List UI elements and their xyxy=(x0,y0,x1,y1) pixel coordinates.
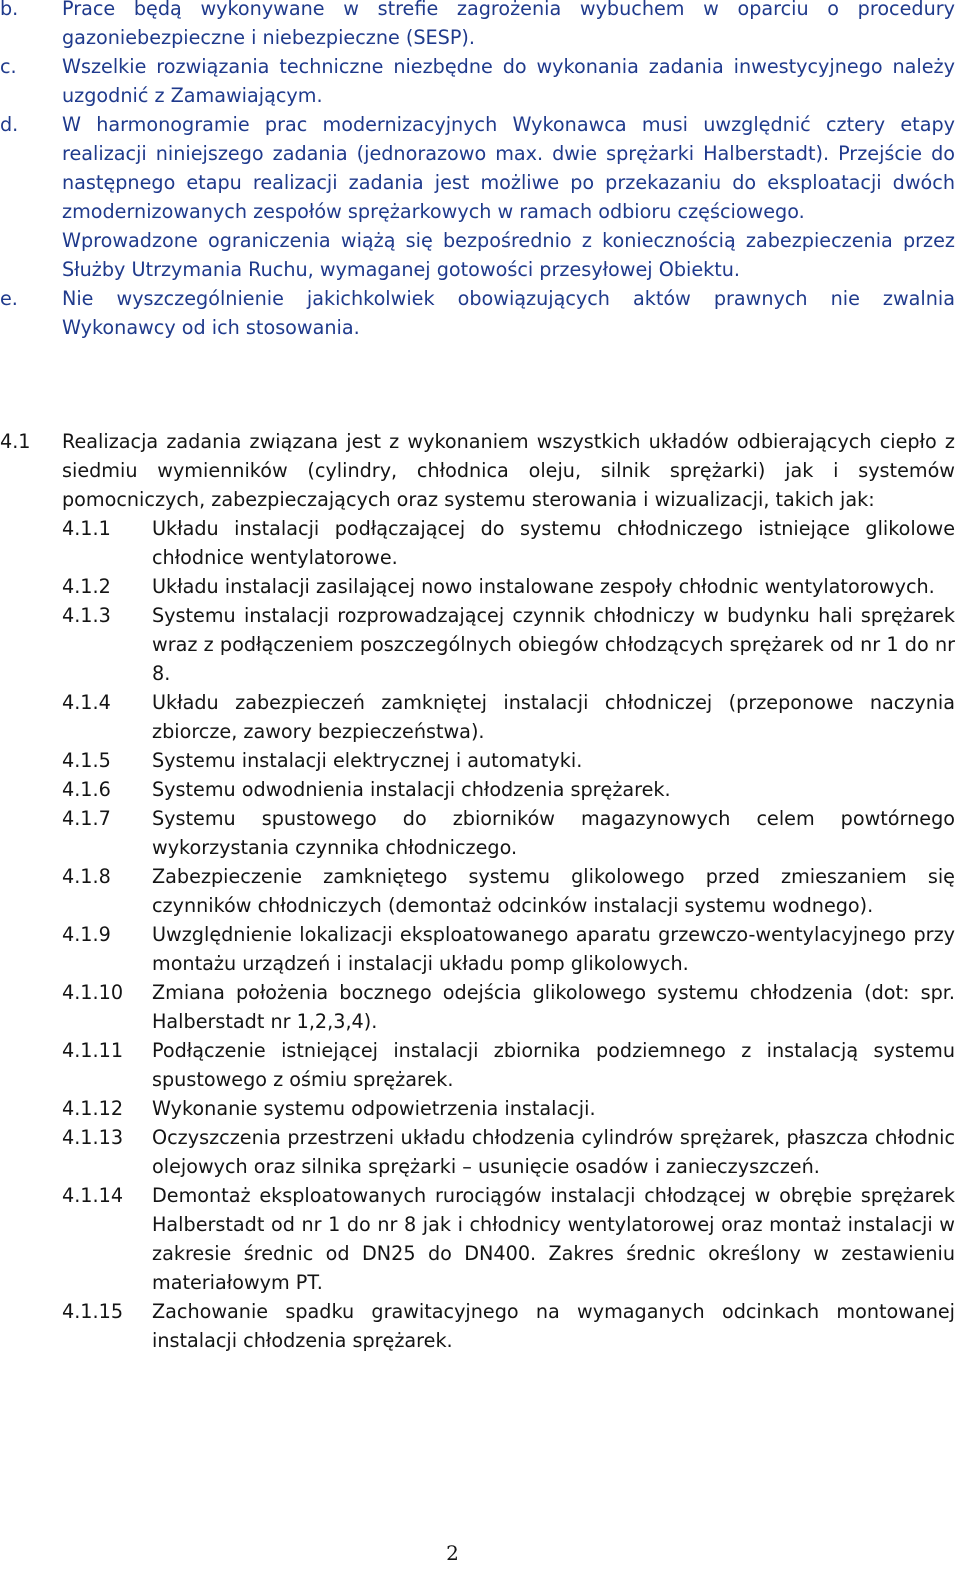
lettered-list xyxy=(0,0,955,342)
subitem xyxy=(62,1181,955,1297)
section-heading xyxy=(0,427,955,514)
list-item-d xyxy=(0,110,955,284)
subitem xyxy=(62,920,955,978)
subitem-text: Układu instalacji podłączającej do systemu chłodniczego istniejące glikolowe chłodnice wentylatorowe. xyxy=(152,517,955,569)
subitem xyxy=(62,746,955,775)
subitem xyxy=(62,1094,955,1123)
subitem xyxy=(62,804,955,862)
list-item-text: Wszelkie rozwiązania techniczne niezbędne do wykonania zadania inwestycyjnego należy uzgodnić z Zamawiającym. xyxy=(62,55,955,107)
subitem-text: Systemu spustowego do zbiorników magazynowych celem powtórnego wykorzystania czynnika chłodniczego. xyxy=(152,807,955,859)
subitem-text: Układu instalacji zasilającej nowo instalowane zespoły chłodnic wentylatorowych. xyxy=(152,575,935,598)
list-item-paragraph-2: Wprowadzone ograniczenia wiążą się bezpośrednio z koniecznością zabezpieczenia przez Służby Utrzymania Ruchu, wymaganej gotowości przesyłowej Obiektu. xyxy=(62,229,955,281)
list-item-e xyxy=(0,284,955,342)
list-item-text-highlight: W harmonogramie prac modernizacyjnych Wykonawca musi uwzględnić cztery etapy realizacji niniejszego zadania (jednorazowo max. dwie sprężarki Halberstadt). xyxy=(62,113,955,165)
subitem-text: Zachowanie spadku grawitacyjnego na wymaganych odcinkach montowanej instalacji chłodzenia sprężarek. xyxy=(152,1300,955,1352)
subitem-number: 4.1.7 xyxy=(62,807,111,830)
subitem-number: 4.1.11 xyxy=(62,1039,124,1062)
subitem-text: Oczyszczenia przestrzeni układu chłodzenia cylindrów sprężarek, płaszcza chłodnic olejowych oraz silnika sprężarki – usunięcie osadów i zanieczyszczeń. xyxy=(152,1126,955,1178)
list-item-body xyxy=(62,110,955,284)
list-marker: e. xyxy=(0,287,18,310)
list-marker: c. xyxy=(0,55,17,78)
subitem-text: Demontaż eksploatowanych rurociągów instalacji chłodzącej w obrębie sprężarek Halberstadt od nr 1 do nr 8 jak i chłodnicy wentylatorowej oraz montaż instalacji w zakresie średnic od DN25 do DN400. Zakres średnic określony w zestawieniu materiałowym PT. xyxy=(152,1184,955,1294)
subitem xyxy=(62,572,955,601)
subitem-text: Uwzględnienie lokalizacji eksploatowanego aparatu grzewczo-wentylacyjnego przy montażu urządzeń i instalacji układu pomp glikolowych. xyxy=(152,923,955,975)
subitem-text: Zabezpieczenie zamkniętego systemu glikolowego przed zmieszaniem się czynników chłodniczych (demontaż odcinków instalacji systemu wodnego). xyxy=(152,865,955,917)
subitem-text: Podłączenie istniejącej instalacji zbiornika podziemnego z instalacją systemu spustowego z ośmiu sprężarek. xyxy=(152,1039,955,1091)
subitem xyxy=(62,514,955,572)
list-item-text: Prace będą wykonywane w strefie zagrożenia wybuchem w oparciu o procedury gazoniebezpieczne i niebezpieczne (SESP). xyxy=(62,0,955,49)
page-number: 2 xyxy=(446,1541,459,1565)
subitem-text: Systemu instalacji rozprowadzającej czynnik chłodniczy w budynku hali sprężarek wraz z podłączeniem poszczególnych obiegów chłodzących sprężarek od nr 1 do nr 8. xyxy=(152,604,955,685)
subitem xyxy=(62,601,955,688)
list-item-text-rest: Przejście do następnego etapu realizacji zadania jest możliwe po przekazaniu do eksploatacji dwóch zmodernizowanych zespołów sprężarkowych w ramach odbioru częściowego. xyxy=(62,142,955,223)
subitem-number: 4.1.12 xyxy=(62,1097,124,1120)
subitem xyxy=(62,862,955,920)
subitem-list xyxy=(62,514,955,1355)
section-4-1 xyxy=(0,427,955,1355)
subitem xyxy=(62,1297,955,1355)
subitem-number: 4.1.10 xyxy=(62,981,124,1004)
subitem-text: Układu zabezpieczeń zamkniętej instalacji chłodniczej (przeponowe naczynia zbiorcze, zawory bezpieczeństwa). xyxy=(152,691,955,743)
subitem-number: 4.1.9 xyxy=(62,923,111,946)
list-item-c xyxy=(0,52,955,110)
list-marker: b. xyxy=(0,0,19,20)
subitem-number: 4.1.5 xyxy=(62,749,111,772)
subitem xyxy=(62,688,955,746)
subitem-number: 4.1.4 xyxy=(62,691,111,714)
list-item-text: Nie wyszczególnienie jakichkolwiek obowiązujących aktów prawnych nie zwalnia Wykonawcy od ich stosowania. xyxy=(62,287,955,339)
section-text: Realizacja zadania związana jest z wykonaniem wszystkich układów odbierających ciepło z siedmiu wymienników (cylindry, chłodnica oleju, silnik sprężarki) jak i systemów pomocniczych, zabezpieczających oraz systemu sterowania i wizualizacji, takich jak: xyxy=(62,430,955,511)
subitem-text: Systemu instalacji elektrycznej i automatyki. xyxy=(152,749,583,772)
subitem xyxy=(62,1036,955,1094)
subitem-number: 4.1.15 xyxy=(62,1300,124,1323)
section-number: 4.1 xyxy=(0,430,31,453)
subitem-text: Zmiana położenia bocznego odejścia glikolowego systemu chłodzenia (dot: spr. Halberstadt nr 1,2,3,4). xyxy=(152,981,955,1033)
subitem-number: 4.1.14 xyxy=(62,1184,124,1207)
list-item-paragraph xyxy=(62,110,955,226)
subitem xyxy=(62,775,955,804)
list-marker: d. xyxy=(0,113,19,136)
list-item-b xyxy=(0,0,955,52)
subitem-number: 4.1.1 xyxy=(62,517,111,540)
subitem-number: 4.1.13 xyxy=(62,1126,124,1149)
subitem-number: 4.1.2 xyxy=(62,575,111,598)
subitem xyxy=(62,1123,955,1181)
subitem xyxy=(62,978,955,1036)
subitem-number: 4.1.6 xyxy=(62,778,111,801)
subitem-number: 4.1.3 xyxy=(62,604,111,627)
subitem-text: Systemu odwodnienia instalacji chłodzenia sprężarek. xyxy=(152,778,671,801)
subitem-text: Wykonanie systemu odpowietrzenia instalacji. xyxy=(152,1097,596,1120)
subitem-number: 4.1.8 xyxy=(62,865,111,888)
